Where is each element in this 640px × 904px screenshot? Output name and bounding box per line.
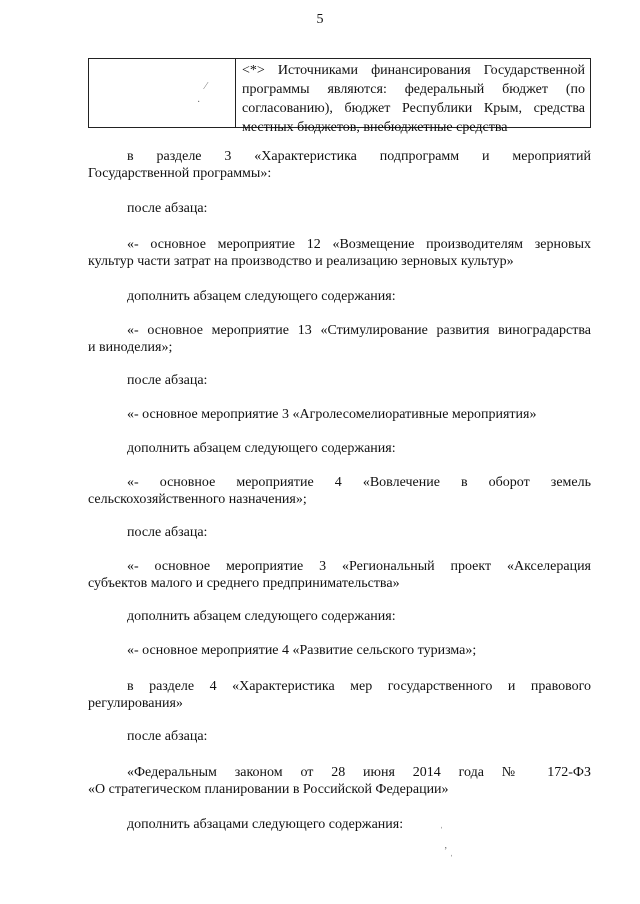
paragraph-measure-12-cont: [88, 253, 591, 270]
paragraph-line: «Федеральным законом от 28 июня 2014 года № 172-ФЗ: [127, 765, 591, 780]
paragraph-measure-4-tourism: «- основное мероприятие 4 «Развитие сельского туризма»;: [127, 643, 477, 658]
paragraph-supplement: дополнить абзацем следующего содержания:: [127, 609, 396, 624]
scan-artifact-icon: ·: [197, 97, 201, 108]
paragraph-line: «О стратегическом планировании в Российской Федерации»: [88, 782, 449, 797]
paragraph-measure-13-cont: [88, 339, 591, 356]
paragraph-supplement: дополнить абзацем следующего содержания:: [127, 289, 396, 304]
paragraph-measure-13: [88, 322, 591, 339]
paragraph-section-3-heading: [88, 148, 591, 165]
scan-artifact-icon: ˈ: [440, 826, 444, 837]
paragraph-section-3-heading-cont: [88, 165, 591, 182]
paragraph-section-4-heading-cont: [88, 695, 591, 712]
paragraph-line: регулирования»: [88, 696, 183, 711]
paragraph-line: в разделе 3 «Характеристика подпрограмм и мероприятий: [127, 149, 591, 164]
scan-artifact-icon: ⁄: [205, 81, 207, 92]
paragraph-line: Государственной программы»:: [88, 166, 272, 181]
paragraph-line: «- основное мероприятие 13 «Стимулирование развития виноградарства: [127, 323, 591, 338]
paragraph-line: культур части затрат на производство и реализацию зерновых культур»: [88, 254, 514, 269]
paragraph-measure-4-land: [88, 474, 591, 491]
paragraph-line: сельскохозяйственного назначения»;: [88, 492, 307, 507]
paragraph-line: субъектов малого и среднего предпринимательства»: [88, 576, 400, 591]
paragraph-measure-12: [88, 236, 591, 253]
paragraph-measure-3-agro: «- основное мероприятие 3 «Агролесомелиоративные мероприятия»: [127, 407, 537, 422]
paragraph-measure-3-regional: [88, 558, 591, 575]
paragraph-after: после абзаца:: [127, 373, 208, 388]
scan-artifact-icon: ʼ ˌ: [444, 846, 454, 857]
paragraph-line: «- основное мероприятие 4 «Вовлечение в оборот земель: [127, 475, 591, 490]
paragraph-after: после абзаца:: [127, 525, 208, 540]
footnote-table-text-cell: <*> Источниками финансирования Государственной программы являются: федеральный бюджет (по согласованию), бюджет Республики Крым, средства местных бюджетов, внебюджетные средства: [242, 63, 585, 135]
paragraph-line: «- основное мероприятие 3 «Региональный проект «Акселерация: [127, 559, 591, 574]
paragraph-line: в разделе 4 «Характеристика мер государственного и правового: [127, 679, 591, 694]
footnote-table: [88, 58, 591, 135]
paragraph-measure-4-land-cont: [88, 491, 591, 508]
paragraph-federal-law-cont: [88, 781, 591, 798]
footnote-table-empty-cell: [89, 59, 236, 127]
paragraph-line: и виноделия»;: [88, 340, 173, 355]
page-number: 5: [316, 12, 324, 27]
paragraph-supplement: дополнить абзацем следующего содержания:: [127, 441, 396, 456]
paragraph-measure-3-regional-cont: [88, 575, 591, 592]
paragraph-section-4-heading: [88, 678, 591, 695]
paragraph-line: «- основное мероприятие 12 «Возмещение производителям зерновых: [127, 237, 591, 252]
paragraph-after: после абзаца:: [127, 201, 208, 216]
paragraph-supplement-plural: дополнить абзацами следующего содержания:: [127, 817, 404, 832]
paragraph-federal-law: [88, 764, 591, 781]
paragraph-after: после абзаца:: [127, 729, 208, 744]
